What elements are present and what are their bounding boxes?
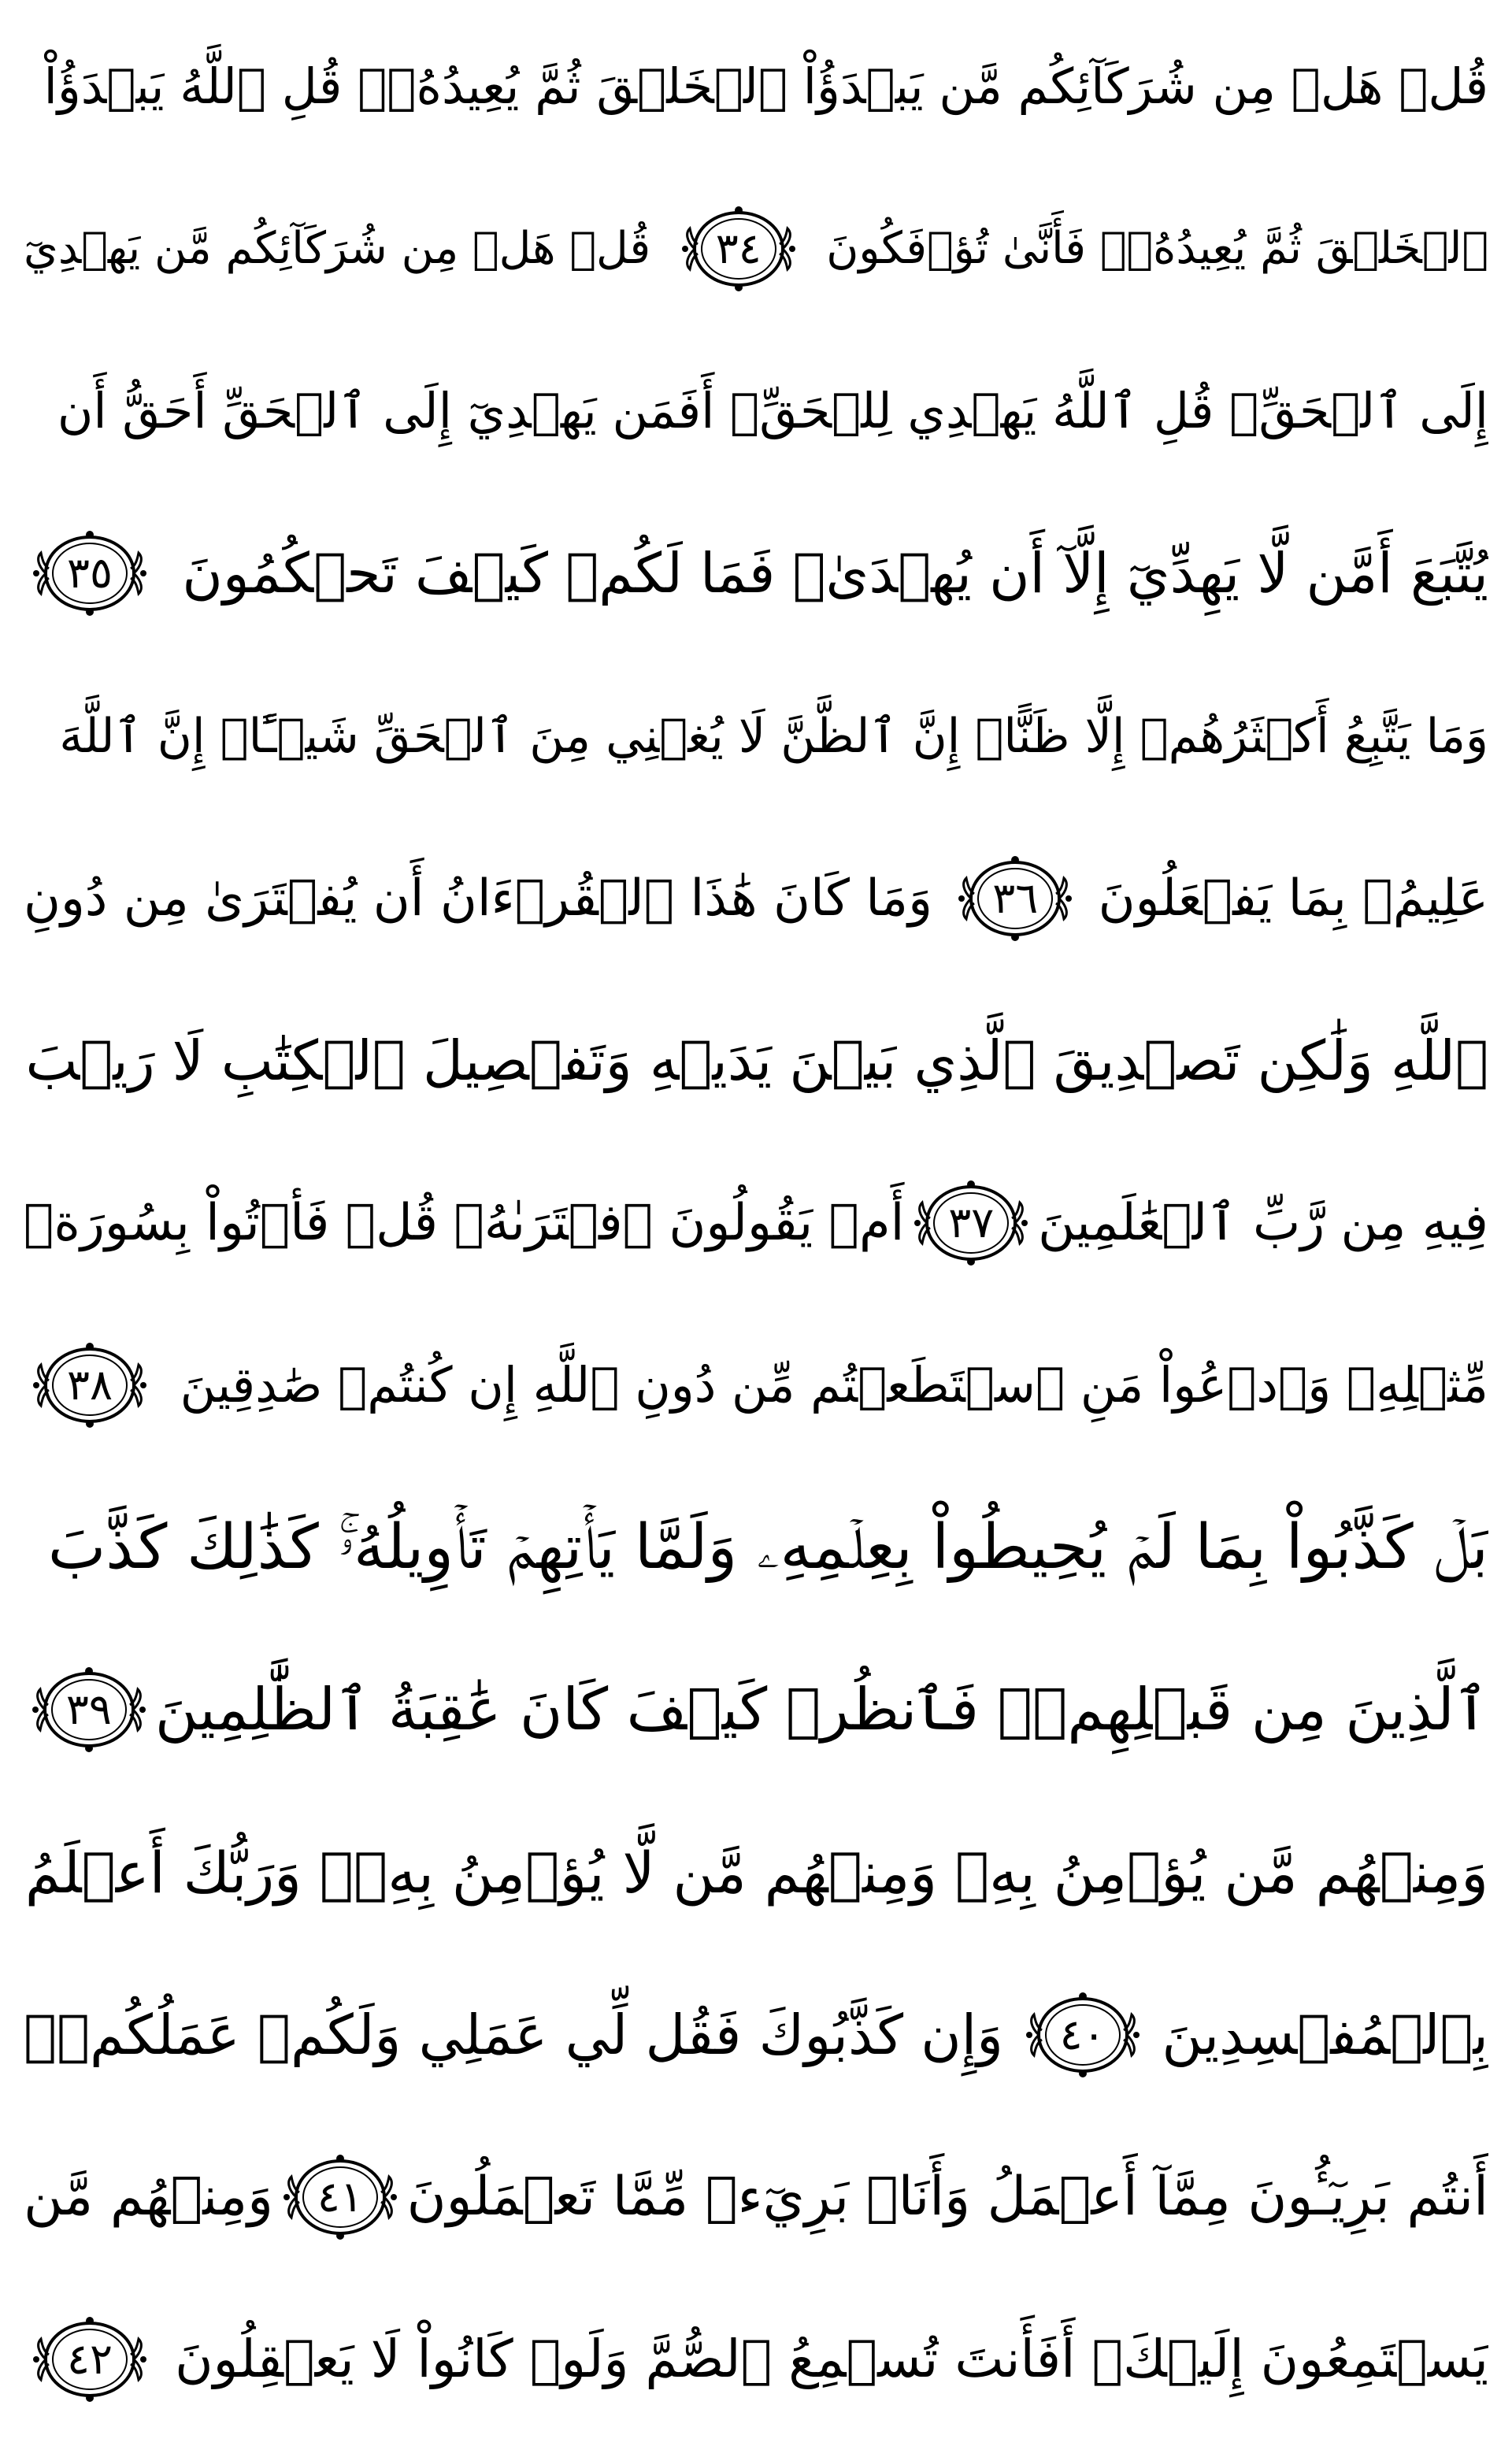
verse-text: وَإِن كَذَّبُوكَ فَقُل لِّي عَمَلِي وَلَكُمۡ عَمَلُكُمۡۖ (24, 2002, 1003, 2067)
ayah-number: ٤١ (317, 2171, 363, 2222)
verse-text: أَنتُم بَرِيٓـُٔونَ مِمَّآ أَعۡمَلُ وَأَنَا۠ بَرِيٓءٞ مِّمَّا تَعۡمَلُونَ (406, 2165, 1488, 2228)
ayah-end-marker (32, 2312, 148, 2407)
verse-text: وَمَا كَانَ هَٰذَا ٱلۡقُرۡءَانُ أَن يُفۡتَرَىٰ مِن دُونِ (24, 869, 932, 928)
ayah-number: ٣٦ (992, 873, 1039, 923)
ayah-number: ٤٠ (1059, 2009, 1106, 2059)
verse-text: يَسۡتَمِعُونَ إِلَيۡكَۚ أَفَأَنتَ تُسۡمِعُ ٱلصُّمَّ وَلَوۡ كَانُواْ لَا يَعۡقِلُونَ (175, 2328, 1488, 2389)
text-line (24, 502, 1488, 644)
verse-text: قُلۡ هَلۡ مِن شُرَكَآئِكُم مَّن يَبۡدَؤُاْ ٱلۡخَلۡقَ ثُمَّ يُعِيدُهُۥۚ قُلِ ٱللَّهُ يَبۡدَؤُاْ (43, 57, 1488, 115)
verse-text: أَمۡ يَقُولُونَ ٱفۡتَرَىٰهُۖ قُلۡ فَأۡتُواْ بِسُورَةٖ (24, 1193, 905, 1252)
verse-text: عَلِيمُۢ بِمَا يَفۡعَلُونَ (1098, 869, 1488, 928)
verse-text: إِلَى ٱلۡحَقِّۚ قُلِ ٱللَّهُ يَهۡدِي لِلۡحَقِّۗ أَفَمَن يَهۡدِيٓ إِلَى ٱلۡحَقِّ أَحَقُّ أَن (57, 382, 1488, 440)
ayah-number: ٤٢ (67, 2333, 113, 2384)
text-line (24, 2126, 1488, 2268)
verse-text: ٱلۡخَلۡقَ ثُمَّ يُعِيدُهُۥۖ فَأَنَّىٰ تُؤۡفَكُونَ (826, 223, 1488, 275)
verse-text: بِٱلۡمُفۡسِدِينَ (1162, 2002, 1488, 2067)
text-line (24, 990, 1488, 1132)
ayah-number: ٣٥ (67, 548, 113, 599)
text-line (24, 1314, 1488, 1456)
verse-text: ٱللَّهِ وَلَٰكِن تَصۡدِيقَ ٱلَّذِي بَيۡنَ يَدَيۡهِ وَتَفۡصِيلَ ٱلۡكِتَٰبِ لَا رَيۡبَ (25, 1028, 1488, 1093)
text-line (24, 1802, 1488, 1944)
ayah-end-marker (32, 1338, 148, 1432)
ayah-number: ٣٧ (948, 1197, 995, 1247)
verse-text: بَلۡ كَذَّبُواْ بِمَا لَمۡ يُحِيطُواْ بِعِلۡمِهِۦ وَلَمَّا يَأۡتِهِمۡ تَأۡوِيلُهُۥۚ كَذَٰلِكَ كَذَّبَ (47, 1512, 1488, 1584)
verse-text: قُلۡ هَلۡ مِن شُرَكَآئِكُم مَّن يَهۡدِيٓ (24, 223, 651, 275)
text-line (24, 1477, 1488, 1618)
text-line (24, 1964, 1488, 2106)
ayah-end-marker (32, 526, 148, 621)
verse-text: وَمَا يَتَّبِعُ أَكۡثَرُهُمۡ إِلَّا ظَنًّاۚ إِنَّ ٱلظَّنَّ لَا يُغۡنِي مِنَ ٱلۡحَقِّ شَيۡـًٔاۚ إِنَّ ٱللَّهَ (59, 708, 1488, 764)
ayah-number: ٣٤ (715, 224, 762, 274)
ayah-number: ٣٩ (65, 1684, 112, 1735)
text-line (24, 16, 1488, 158)
text-line (24, 1639, 1488, 1781)
verse-text: ٱلَّذِينَ مِن قَبۡلِهِمۡۖ فَٱنظُرۡ كَيۡفَ كَانَ عَٰقِبَةُ ٱلظَّٰلِمِينَ (154, 1676, 1488, 1744)
text-line (24, 665, 1488, 807)
text-line (24, 1152, 1488, 1294)
ayah-end-marker (31, 1662, 147, 1757)
ayah-end-marker (1025, 1988, 1141, 2082)
verse-text: فِيهِ مِن رَّبِّ ٱلۡعَٰلَمِينَ (1038, 1193, 1488, 1252)
verse-text: يُتَّبَعَ أَمَّن لَّا يَهِدِّيٓ إِلَّآ أَن يُهۡدَىٰۖ فَمَا لَكُمۡ كَيۡفَ تَحۡكُمُونَ (182, 541, 1488, 606)
ayah-end-marker (913, 1176, 1029, 1270)
text-line (24, 2288, 1488, 2430)
verse-text: وَمِنۡهُم مَّن (24, 2165, 274, 2228)
ayah-end-marker (282, 2150, 398, 2244)
verse-text: مِّثۡلِهِۦ وَٱدۡعُواْ مَنِ ٱسۡتَطَعۡتُم مِّن دُونِ ٱللَّهِ إِن كُنتُمۡ صَٰدِقِينَ (180, 1356, 1488, 1414)
text-line (24, 828, 1488, 969)
verse-text: وَمِنۡهُم مَّن يُؤۡمِنُ بِهِۦ وَمِنۡهُم مَّن لَّا يُؤۡمِنُ بِهِۦۚ وَرَبُّكَ أَعۡلَمُ (24, 1839, 1488, 1906)
mushaf-page (24, 16, 1488, 2430)
ayah-end-marker (957, 851, 1073, 946)
text-line (24, 178, 1488, 320)
ayah-end-marker (680, 202, 797, 296)
ayah-number: ٣٨ (67, 1360, 113, 1410)
text-line (24, 340, 1488, 482)
